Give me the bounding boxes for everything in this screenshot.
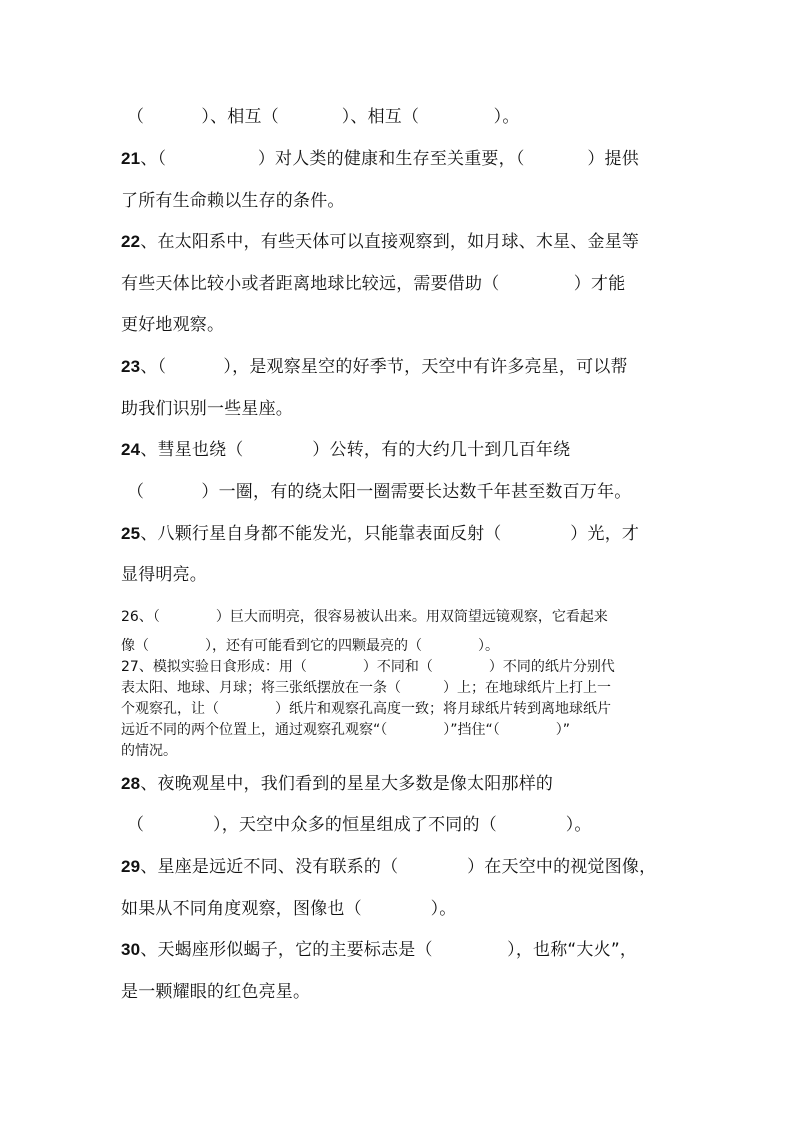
question-number: 24 [121,440,141,459]
line-text: 、天蝎座形似蝎子，它的主要标志是（ ），也称“大火”， [140,940,638,960]
line-text: 是一颗耀眼的红色亮星。 [121,982,311,1002]
line-text: 了所有生命赖以生存的条件。 [121,191,345,211]
question-20-continued [127,106,520,128]
line-text: 个观察孔，让（ ）纸片和观察孔高度一致；将月球纸片转到离地球纸片 [121,701,611,717]
line-text: 有些天体比较小或者距离地球比较远，需要借助（ ）才能 [121,274,626,294]
question-28 [121,773,553,795]
line-text: 的情况。 [121,743,177,759]
line-text: 更好地观察。 [121,315,225,335]
question-29 [121,856,656,878]
line-text: （ ）、相互（ ）、相互（ ）。 [127,107,520,127]
question-30 [121,939,637,961]
question-number: 30 [121,940,141,959]
line-text: （ ），天空中众多的恒星组成了不同的（ ）。 [127,815,592,835]
question-24 [121,439,570,461]
question-30-continued [121,981,310,1003]
question-22 [121,231,639,253]
question-number: 23 [121,357,141,376]
line-text: 像（ ），还有可能看到它的四颗最亮的（ ）。 [121,638,499,654]
line-text: 、（ ），是观察星空的好季节，天空中有许多亮星，可以帮 [140,357,628,377]
question-27-continued [121,699,611,719]
question-26-continued [121,636,499,656]
question-number: 25 [121,524,141,543]
question-21 [121,148,639,170]
question-24-continued [127,481,631,503]
question-27-continued [121,678,611,698]
question-23-continued [121,398,293,420]
line-text: 如果从不同角度观察，图像也（ ）。 [121,899,457,919]
question-28-continued [127,814,592,836]
line-text: 、星座是远近不同、没有联系的（ ）在天空中的视觉图像， [140,857,657,877]
question-27 [121,657,615,677]
question-number: 22 [121,232,141,251]
question-26 [121,607,608,627]
question-27-continued [121,741,177,761]
line-text: 显得明亮。 [121,565,207,585]
line-text: 助我们识别一些星座。 [121,399,293,419]
line-text: 表太阳、地球、月球；将三张纸摆放在一条（ ）上；在地球纸片上打上一 [121,680,611,696]
line-text: 、八颗行星自身都不能发光，只能靠表面反射（ ）光，才 [140,524,640,544]
line-text: 远近不同的两个位置上，通过观察孔观察“（ ）”挡住“（ ）” [121,722,571,738]
line-text: 26、（ ）巨大而明亮，很容易被认出来。用双筒望远镜观察，它看起来 [121,609,608,625]
question-22-continued [121,273,625,295]
question-27-continued [121,720,570,740]
question-number: 21 [121,149,141,168]
question-number: 29 [121,857,141,876]
question-25 [121,523,639,545]
question-21-continued [121,190,345,212]
line-text: 、（ ）对人类的健康和生存至关重要，（ ）提供 [140,149,639,169]
question-29-continued [121,898,457,920]
question-22-continued [121,314,224,336]
line-text: 、彗星也绕（ ）公转，有的大约几十到几百年绕 [140,440,571,460]
question-25-continued [121,564,207,586]
line-text: 27、模拟实验日食形成：用（ ）不同和（ ）不同的纸片分别代 [121,659,615,675]
line-text: 、在太阳系中，有些天体可以直接观察到，如月球、木星、金星等 [140,232,640,252]
question-number: 28 [121,774,141,793]
line-text: 、夜晚观星中，我们看到的星星大多数是像太阳那样的 [140,774,554,794]
question-23 [121,356,628,378]
line-text: （ ）一圈，有的绕太阳一圈需要长达数千年甚至数百万年。 [127,482,632,502]
